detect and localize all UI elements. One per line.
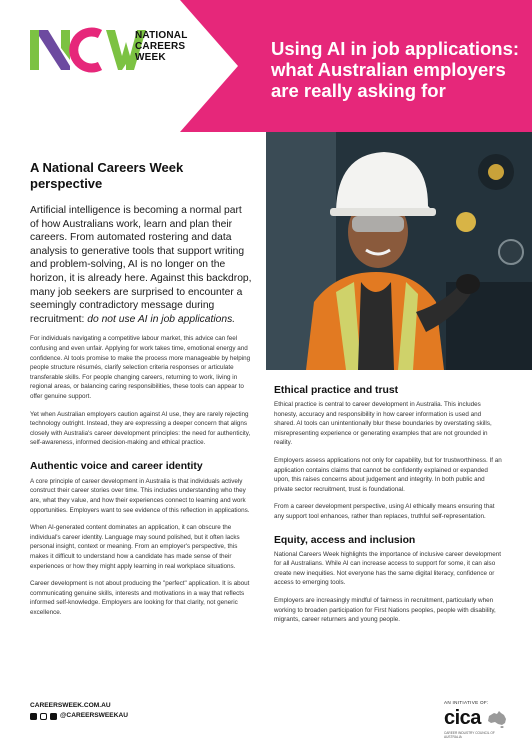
cica-wordmark: cica bbox=[444, 707, 481, 729]
social-links bbox=[30, 711, 128, 721]
australia-map-icon bbox=[486, 710, 508, 728]
worker-photo bbox=[266, 132, 532, 370]
intro-emphasis: do not use AI in job applications. bbox=[87, 313, 236, 325]
header-banner bbox=[0, 0, 532, 132]
cica-tagline: CAREER INDUSTRY COUNCIL OF AUSTRALIA bbox=[444, 731, 495, 739]
initiative-label: AN INITIATIVE OF: bbox=[444, 700, 489, 705]
worker-photo-illustration bbox=[266, 132, 532, 370]
website-link[interactable]: CAREERSWEEK.COM.AU bbox=[30, 702, 111, 709]
body-paragraph: From a career development perspective, using AI ethically means ensuring that any support tool enhances, rather than replaces, truthful self-representation. bbox=[274, 503, 495, 520]
body-paragraph: Employers assess applications not only for capability, but for trustworthiness. If an application contains claims that cannot be confidently explained or expanded upon, this raises concerns about judgement and integrity. In both public and private sector recruitment, trust is foundational. bbox=[274, 456, 502, 493]
body-paragraph: A core principle of career development in Australia is that individuals actively construct their career stories over time. This includes understanding who they are, what they value, and how their experiences connect to learning and work opportunities. Employers want to see evidence of this reflection in applications. bbox=[30, 477, 250, 514]
cica-logo bbox=[444, 700, 510, 740]
left-column bbox=[30, 160, 252, 618]
right-column bbox=[274, 384, 502, 625]
linkedin-icon[interactable] bbox=[50, 713, 57, 720]
perspective-heading: A National Careers Week perspective bbox=[30, 160, 184, 191]
logo-line-careers: CAREERS bbox=[135, 41, 186, 52]
body-paragraph: Yet when Australian employers caution against AI use, they are rarely rejecting technology outright. Instead, they are expressing a deeper concern that aligns closely with Australia's career development principles: the need for authenticity, self-awareness, informed decision-making and ethical practice. bbox=[30, 410, 251, 447]
ethical-practice-heading: Ethical practice and trust bbox=[274, 385, 399, 396]
logo-wordmark bbox=[135, 30, 215, 63]
authentic-voice-heading: Authentic voice and career identity bbox=[30, 460, 203, 472]
instagram-icon[interactable] bbox=[40, 713, 47, 720]
equity-access-heading: Equity, access and inclusion bbox=[274, 534, 416, 546]
logo-line-week: WEEK bbox=[135, 52, 166, 63]
body-paragraph: National Careers Week highlights the importance of inclusive career development for all Australians. While AI can increase access to support for some, it can also create new inequities. Not everyone has the same digital literacy, confidence or access to emerging tools. bbox=[274, 550, 502, 587]
page-title: Using AI in job applications: what Australian employers are really asking for bbox=[271, 38, 520, 101]
body-paragraph: Ethical practice is central to career development in Australia. This includes honesty, accuracy and responsibility in how career information is used and shared. AI tools can unintentionally blur these boundaries by overstating skills, misrepresenting experience or generating examples that are not grounded in reality. bbox=[274, 401, 492, 447]
intro-paragraph bbox=[30, 204, 252, 326]
body-paragraph: When AI-generated content dominates an application, it can obscure the individual's career identity. Language may sound polished, but it often lacks personal insight, context or meaning. From an employer's perspective, this makes it difficult to understand how a candidate has made sense of their experiences or how they might apply learning in real workplace situations. bbox=[30, 524, 240, 570]
logo-line-national: NATIONAL bbox=[135, 30, 188, 41]
body-paragraph: Career development is not about producing the "perfect" application. It is about communicating genuine skills, interests and motivations in a way that reflects informed self-knowledge. Employers are looking for that clarity, not generic excellence. bbox=[30, 580, 250, 616]
facebook-icon[interactable] bbox=[30, 713, 37, 720]
social-handle[interactable]: @CAREERSWEEKAU bbox=[60, 712, 128, 719]
intro-text: Artificial intelligence is becoming a normal part of how Australians work, learn and plan their careers. From automated rostering and data analysis to generative tools that support writing and problem-solving, AI is no longer on the horizon, it is already here. Against this backdrop, many job seekers are surprised to encounter a seemingly contradictory message during recruitment: bbox=[30, 205, 252, 325]
body-paragraph: Employers are increasingly mindful of fairness in recruitment, particularly when working to broaden participation for First Nations peoples, people with disability, migrants, career returners and young people. bbox=[274, 596, 496, 624]
body-paragraph: For individuals navigating a competitive labour market, this advice can feel confusing and even unfair. Applying for work takes time, emotional energy and confidence. AI tools promise to make the process more manageable by helping people structure résumés, clarify selection criteria responses or articulate transferable skills. For people changing careers, returning to work, living in regional areas, or balancing caring responsibilities, these tools can appear to offer genuine support. bbox=[30, 335, 251, 400]
footer bbox=[30, 701, 128, 721]
